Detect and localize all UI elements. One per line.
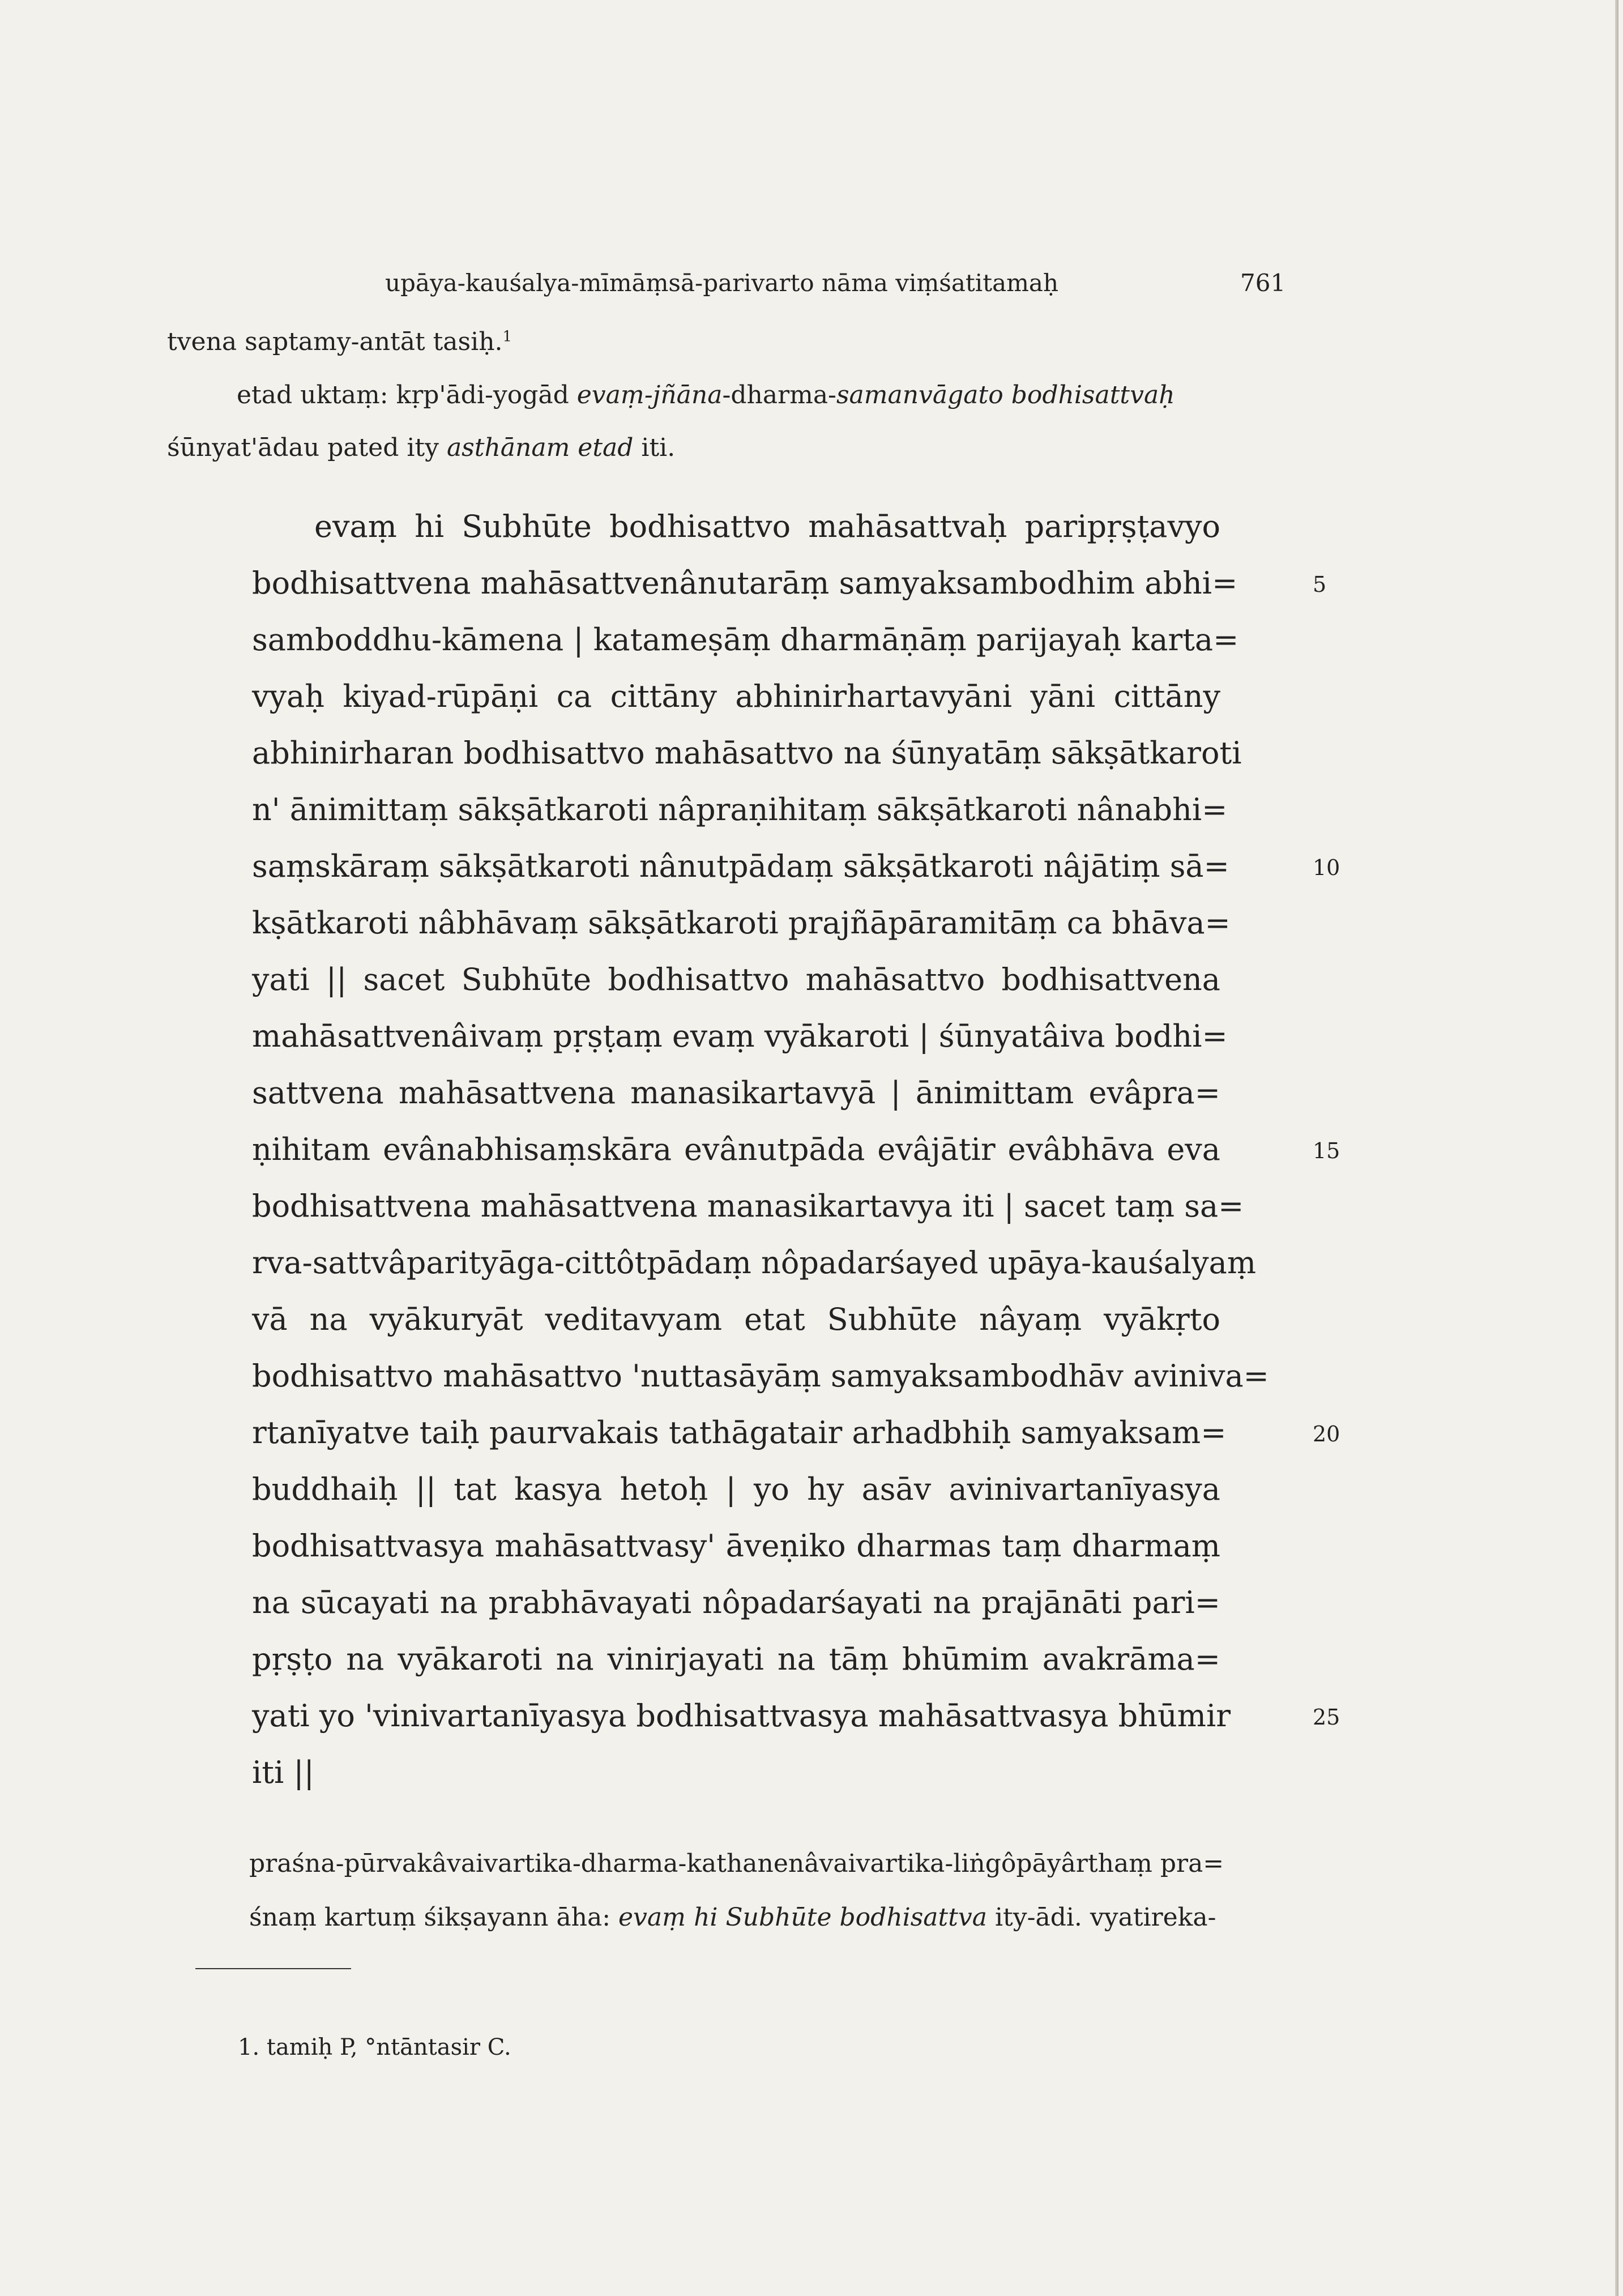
commentary-line-1: tvena saptamy-antāt tasiḥ.$^1$ <box>167 327 512 356</box>
main-text-line: evaṃ hi Subhūte bodhisattvo mahāsattvaḥ paripṛṣṭavyo <box>314 509 1220 544</box>
line-number: 10 <box>1313 855 1340 880</box>
main-text-line: bodhisattvasya mahāsattvasy' āveṇiko dharmas taṃ dharmaṃ <box>252 1528 1220 1564</box>
main-text-line: samboddhu-kāmena | katameṣāṃ dharmāṇāṃ parijayaḥ karta= <box>252 622 1239 658</box>
main-text-line: bodhisattvena mahāsattvena manasikartavya iti | sacet taṃ sa= <box>252 1188 1244 1224</box>
main-text-line: rva-sattvâparityāga-cittôtpādaṃ nôpadarśayed upāya-kauśalyaṃ <box>252 1245 1257 1281</box>
main-text-line: abhinirharan bodhisattvo mahāsattvo na śūnyatāṃ sākṣātkaroti <box>252 735 1242 771</box>
running-header <box>0 269 1623 303</box>
main-text-line: kṣātkaroti nâbhāvaṃ sākṣātkaroti prajñāpāramitāṃ ca bhāva= <box>252 905 1231 941</box>
main-text-line: mahāsattvenâivaṃ pṛṣṭaṃ evaṃ vyākaroti | śūnyatâiva bodhi= <box>252 1018 1228 1054</box>
commentary-line-3: śūnyat'ādau pated ity asthānam etad iti. <box>167 433 676 462</box>
main-text-line: iti || <box>252 1755 314 1790</box>
page-number: 761 <box>1240 269 1286 297</box>
main-text-line: bodhisattvo mahāsattvo 'nuttasāyāṃ samyaksambodhāv aviniva= <box>252 1358 1269 1394</box>
line-number: 25 <box>1313 1705 1340 1730</box>
commentary-bottom-line-2: śnaṃ kartuṃ śikṣayann āha: evaṃ hi Subhūte bodhisattva ity-ādi. vyatireka- <box>249 1903 1216 1932</box>
commentary-line-2: etad uktaṃ: kṛp'ādi-yogād evaṃ-jñāna-dharma-samanvāgato bodhisattvaḥ <box>237 381 1175 409</box>
line-number: 15 <box>1313 1138 1340 1163</box>
main-text-line: n' ānimittaṃ sākṣātkaroti nâpraṇihitaṃ sākṣātkaroti nânabhi= <box>252 792 1228 827</box>
main-text-line: buddhaiḥ || tat kasya hetoḥ | yo hy asāv avinivartanīyasya <box>252 1471 1220 1507</box>
page-edge <box>1615 0 1618 2296</box>
main-text-line: bodhisattvena mahāsattvenânutarāṃ samyaksambodhim abhi= <box>252 565 1238 601</box>
main-text-line: vā na vyākuryāt veditavyam etat Subhūte nâyaṃ vyākṛto <box>252 1301 1220 1337</box>
line-number: 20 <box>1313 1422 1340 1446</box>
footnote-rule <box>195 1968 351 1969</box>
main-text-line: na sūcayati na prabhāvayati nôpadarśayati na prajānāti pari= <box>252 1585 1220 1620</box>
main-text-line: ṇihitam evânabhisaṃskāra evânutpāda evâjātir evâbhāva eva <box>252 1132 1220 1167</box>
main-text-line: vyaḥ kiyad-rūpāṇi ca cittāny abhinirhartavyāni yāni cittāny <box>252 678 1220 714</box>
main-text-line: yati yo 'vinivartanīyasya bodhisattvasya mahāsattvasya bhūmir <box>252 1698 1231 1734</box>
main-text-line: sattvena mahāsattvena manasikartavyā | ānimittam evâpra= <box>252 1075 1220 1111</box>
line-number: 5 <box>1313 572 1327 597</box>
main-text-line: pṛṣṭo na vyākaroti na vinirjayati na tāṃ bhūmim avakrāma= <box>252 1641 1220 1677</box>
footnote-marker: 1 <box>502 328 512 345</box>
commentary-bottom-line-1: praśna-pūrvakâvaivartika-dharma-kathanenâvaivartika-liṅgôpāyârthaṃ pra= <box>249 1849 1224 1878</box>
main-text-line: saṃskāraṃ sākṣātkaroti nânutpādaṃ sākṣātkaroti nâjātiṃ sā= <box>252 848 1229 884</box>
running-title: upāya-kauśalya-mīmāṃsā-parivarto nāma viṃśatitamaḥ <box>385 269 1059 297</box>
main-text-line: yati || sacet Subhūte bodhisattvo mahāsattvo bodhisattvena <box>252 962 1220 997</box>
main-text-line: rtanīyatve taiḥ paurvakais tathāgatair arhadbhiḥ samyaksam= <box>252 1415 1227 1450</box>
footnote: 1. tamiḥ P, °ntāntasir C. <box>238 2034 511 2060</box>
